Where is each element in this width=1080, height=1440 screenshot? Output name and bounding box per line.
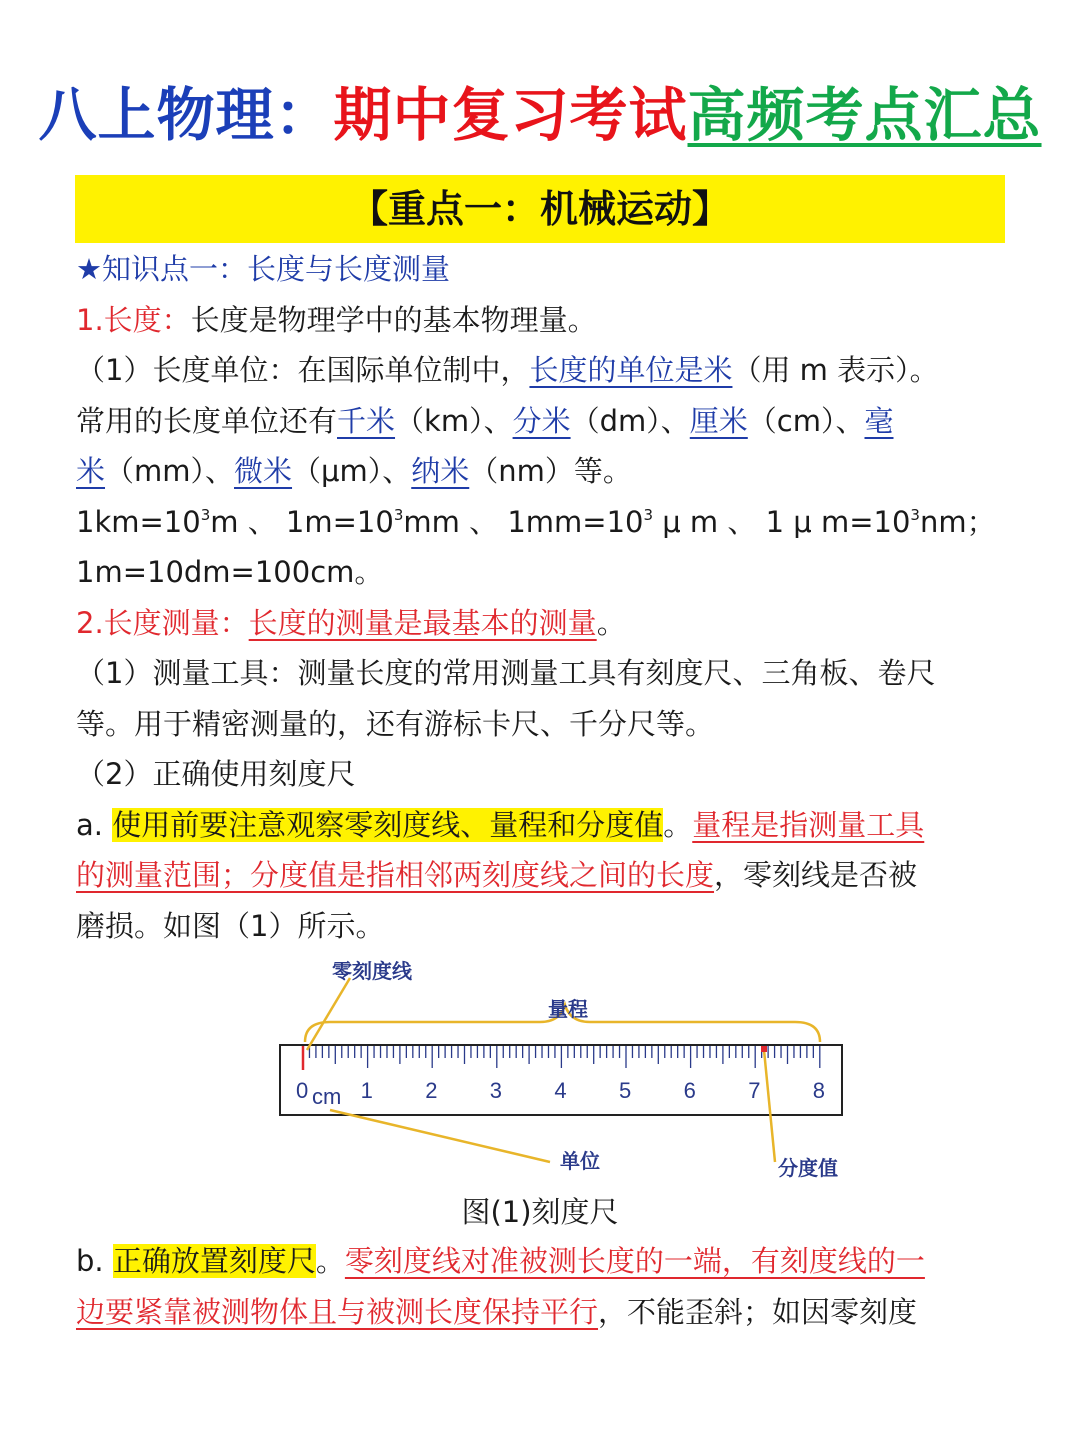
text-b-red2: 边要紧靠被测物体且与被测长度保持平行 bbox=[76, 1294, 599, 1329]
page-title bbox=[0, 68, 1080, 152]
text-a-mid: 。 bbox=[663, 807, 693, 842]
unit-dm: 分米 bbox=[512, 403, 571, 438]
ruler-number: 6 bbox=[683, 1078, 696, 1103]
label-zero-line: 零刻度线 bbox=[332, 959, 412, 983]
unit-nm: 纳米 bbox=[411, 454, 470, 488]
paragraph-b-1 bbox=[76, 1236, 1008, 1287]
ruler-number: 7 bbox=[748, 1078, 761, 1103]
text-a-tail: ，零刻线是否被 bbox=[714, 858, 918, 892]
paragraph-usage: （2）正确使用刻度尺 bbox=[76, 757, 356, 791]
unit-mm-symbol: （mm）、 bbox=[105, 454, 235, 488]
formula-m: m 、 1m=10 bbox=[210, 504, 394, 539]
continued-content bbox=[76, 1236, 1008, 1337]
main-content bbox=[76, 244, 1008, 951]
label-measure: 2.长度测量： bbox=[76, 605, 249, 640]
label-range: 量程 bbox=[548, 997, 588, 1021]
unit-cm-symbol: （cm）、 bbox=[747, 403, 865, 438]
highlight-b: 正确放置刻度尺 bbox=[112, 1244, 316, 1278]
text-b-mid: 。 bbox=[315, 1244, 345, 1278]
exp-4: 3 bbox=[910, 505, 920, 524]
exp-1: 3 bbox=[200, 505, 211, 524]
paragraph-a-3: 磨损。如图（1）所示。 bbox=[76, 908, 385, 943]
unit-mm-part1: 毫 bbox=[864, 403, 894, 438]
paragraph-b-2 bbox=[76, 1287, 1008, 1338]
ruler-number: 3 bbox=[489, 1078, 503, 1103]
label-unit: 单位 bbox=[560, 1149, 600, 1173]
formula-mm: mm 、 1mm=10 bbox=[403, 504, 644, 539]
pointer-unit bbox=[330, 1110, 550, 1162]
paragraph-tools-2: 等。用于精密测量的，还有游标卡尺、千分尺等。 bbox=[76, 706, 715, 741]
unit-um: 微米 bbox=[234, 454, 293, 488]
title-part-grade: 八上物理： bbox=[38, 81, 334, 149]
text-measure: 长度的测量是最基本的测量 bbox=[248, 605, 597, 640]
text-measure-end: 。 bbox=[596, 605, 626, 640]
label-a: a. bbox=[76, 807, 113, 842]
unit-dm-symbol: （dm）、 bbox=[570, 403, 690, 438]
division-mark bbox=[761, 1046, 767, 1052]
unit-km-symbol: （km）、 bbox=[395, 403, 513, 438]
label-division: 分度值 bbox=[778, 1156, 838, 1180]
text-b-tail: ，不能歪斜；如因零刻度 bbox=[598, 1294, 918, 1329]
ruler-number: 5 bbox=[619, 1078, 632, 1103]
paragraph-tools-1: （1）测量工具：测量长度的常用测量工具有刻度尺、三角板、卷尺 bbox=[76, 656, 936, 690]
paragraph-a-2 bbox=[76, 850, 1008, 901]
label-b: b. bbox=[76, 1244, 113, 1278]
text-a-red1: 量程是指测量工具 bbox=[692, 807, 925, 842]
title-part-exam: 期中复习考试 bbox=[333, 81, 688, 149]
knowledge-heading: ★知识点一：长度与长度测量 bbox=[76, 252, 450, 286]
text-common-units: 常用的长度单位还有 bbox=[76, 403, 338, 438]
ruler-unit-text: cm bbox=[312, 1084, 342, 1109]
ruler-number: 4 bbox=[554, 1078, 567, 1103]
text-length: 长度是物理学中的基本物理量。 bbox=[190, 302, 597, 337]
paragraph-measure bbox=[76, 598, 1008, 649]
unit-mm-part2: 米 bbox=[76, 454, 106, 488]
unit-cm: 厘米 bbox=[689, 403, 748, 438]
paragraph-length bbox=[76, 295, 1008, 346]
formula-meter: 1m=10dm=100cm。 bbox=[76, 555, 384, 589]
pointer-zero bbox=[307, 978, 350, 1050]
ruler-number: 1 bbox=[360, 1078, 373, 1103]
label-length: 1.长度： bbox=[76, 302, 191, 337]
paragraph-common-units bbox=[76, 396, 1008, 447]
exp-3: 3 bbox=[643, 505, 654, 524]
paragraph-small-units bbox=[76, 446, 1008, 497]
exp-2: 3 bbox=[393, 505, 404, 524]
formula-km: 1km=10 bbox=[76, 504, 201, 539]
text-unit-meter: 长度的单位是米 bbox=[529, 353, 733, 387]
text-b-red1: 零刻度线对准被测长度的一端，有刻度线的一 bbox=[344, 1244, 925, 1278]
ruler-figure bbox=[270, 950, 870, 1190]
text-unit-symbol: （用 m 表示）。 bbox=[732, 353, 939, 387]
unit-km: 千米 bbox=[337, 403, 396, 438]
figure-caption: 图(1)刻度尺 bbox=[461, 1195, 619, 1229]
text-unit-intro: （1）长度单位：在国际单位制中， bbox=[76, 353, 530, 387]
formula-nm: nm； bbox=[919, 504, 996, 539]
unit-nm-symbol: （nm）等。 bbox=[469, 454, 632, 488]
text-a-red2: 的测量范围；分度值是指相邻两刻度线之间的长度 bbox=[76, 858, 715, 892]
ruler-number: 8 bbox=[812, 1078, 826, 1103]
title-part-summary: 高频考点汇总 bbox=[687, 81, 1042, 149]
section-banner: 【重点一：机械运动】 bbox=[75, 175, 1005, 243]
formula-um: μ m 、 1 μ m=10 bbox=[653, 504, 911, 539]
paragraph-a-1 bbox=[76, 800, 1008, 851]
ruler-number: 0 bbox=[296, 1078, 309, 1103]
paragraph-unit bbox=[76, 345, 1008, 396]
highlight-a: 使用前要注意观察零刻度线、量程和分度值 bbox=[112, 807, 664, 842]
ruler-number: 2 bbox=[425, 1078, 438, 1103]
unit-um-symbol: （μm）、 bbox=[292, 454, 412, 488]
formula-conversions bbox=[76, 497, 1008, 548]
